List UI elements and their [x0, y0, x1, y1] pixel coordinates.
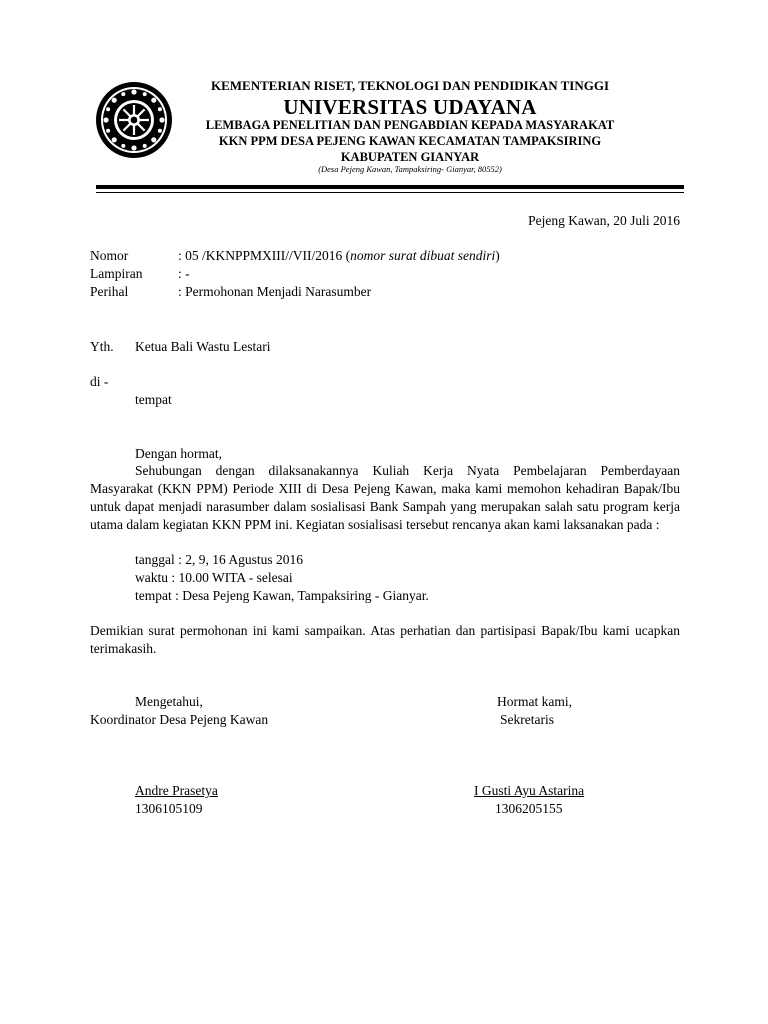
- right-sign-heading: Hormat kami,: [497, 694, 572, 709]
- event-place: tempat : Desa Pejeng Kawan, Tampaksiring - Gianyar.: [135, 588, 429, 603]
- recipient-salutation: Yth.: [90, 339, 114, 354]
- recipient-di: di -: [90, 374, 109, 389]
- event-date: tanggal : 2, 9, 16 Agustus 2016: [135, 552, 303, 567]
- right-sign-name: I Gusti Ayu Astarina: [474, 783, 585, 798]
- left-sign-heading: Mengetahui,: [135, 694, 203, 709]
- greeting: Dengan hormat,: [135, 446, 222, 461]
- recipient-name: Ketua Bali Wastu Lestari: [135, 339, 271, 354]
- university-logo-icon: [94, 80, 174, 160]
- program-name: KKN PPM DESA PEJENG KAWAN KECAMATAN TAMPAKSIRING: [218, 134, 602, 148]
- right-sign-role: Sekretaris: [500, 712, 554, 727]
- regency-name: KABUPATEN GIANYAR: [340, 150, 480, 164]
- ministry-name: KEMENTERIAN RISET, TEKNOLOGI DAN PENDIDIKAN TINGGI: [210, 78, 610, 93]
- body-paragraph: Sehubungan dengan dilaksanakannya Kuliah Kerja Nyata Pembelajaran Pemberdayaan Masyarakat (KKN PPM) Periode XIII di Desa Pejeng Kawan, maka kami memohon kehadiran Bapak/Ibu untuk dapat menjadi narasumber dalam sosialisasi Bank Sampah yang merupakan salah satu program kerja utama dalam kegiatan KKN PPM ini. Kegiatan sosialisasi tersebut rencanya akan kami laksanakan pada :: [90, 463, 680, 532]
- left-sign-id: 1306105109: [135, 801, 203, 816]
- event-time: waktu : 10.00 WITA - selesai: [135, 570, 293, 585]
- university-name: UNIVERSITAS UDAYANA: [283, 95, 537, 119]
- perihal-label: Perihal: [90, 284, 129, 299]
- nomor-label: Nomor: [90, 248, 129, 263]
- letterhead-address: (Desa Pejeng Kawan, Tampaksiring- Gianyar, 80552): [318, 164, 502, 174]
- letter-date: Pejeng Kawan, 20 Juli 2016: [528, 213, 680, 228]
- nomor-note: nomor surat dibuat sendiri: [350, 248, 496, 263]
- letterhead-rule-thin: [96, 192, 684, 193]
- lampiran-label: Lampiran: [90, 266, 143, 281]
- left-sign-name: Andre Prasetya: [135, 783, 218, 798]
- lampiran-value: : -: [178, 266, 190, 281]
- closing-paragraph: Demikian surat permohonan ini kami sampaikan. Atas perhatian dan partisipasi Bapak/Ibu kami ucapkan terimakasih.: [90, 623, 680, 656]
- left-sign-role: Koordinator Desa Pejeng Kawan: [90, 712, 269, 727]
- letterhead-rule-thick: [96, 185, 684, 189]
- nomor-value: : 05 /KKNPPMXIII//VII/2016 (nomor surat dibuat sendiri): [178, 248, 500, 263]
- recipient-place: tempat: [135, 392, 172, 407]
- perihal-value: : Permohonan Menjadi Narasumber: [178, 284, 372, 299]
- right-sign-id: 1306205155: [495, 801, 563, 816]
- institute-name: LEMBAGA PENELITIAN DAN PENGABDIAN KEPADA MASYARAKAT: [205, 118, 615, 132]
